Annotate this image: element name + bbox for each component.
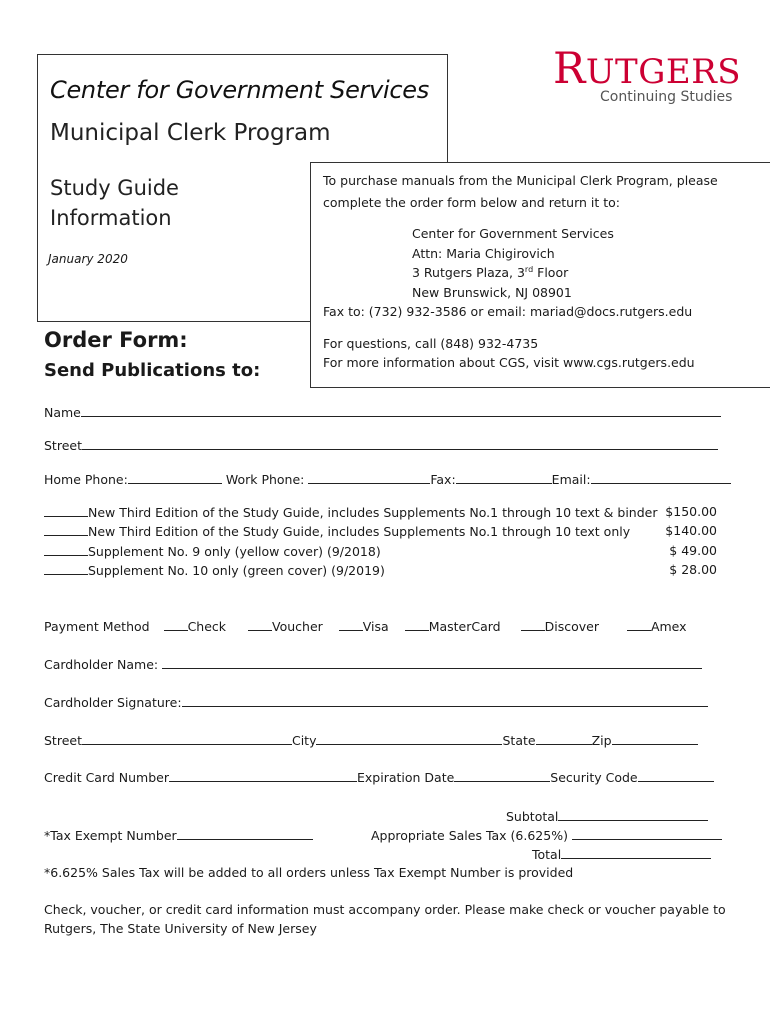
email-label: Email: — [551, 472, 591, 487]
product-row — [44, 562, 385, 578]
name-field[interactable] — [81, 404, 721, 417]
expiration-label: Expiration Date — [357, 770, 455, 785]
quantity-blank[interactable] — [44, 543, 88, 556]
study-guide-title: Study Guide Information — [50, 176, 179, 230]
street-row — [44, 437, 718, 453]
security-code-field[interactable] — [638, 769, 714, 782]
subtotal-field[interactable] — [558, 808, 708, 821]
billing-street-field[interactable] — [82, 732, 292, 745]
logo-initial: R — [553, 44, 586, 94]
quantity-blank[interactable] — [44, 523, 88, 536]
address-org: Center for Government Services — [412, 226, 614, 241]
product-description: Supplement No. 9 only (yellow cover) (9/2018) — [88, 544, 381, 559]
tax-note: *6.625% Sales Tax will be added to all orders unless Tax Exempt Number is provided — [44, 865, 574, 880]
email-field[interactable] — [591, 471, 731, 484]
work-phone-label: Work Phone: — [225, 472, 305, 487]
intro-line-1: To purchase manuals from the Municipal Clerk Program, please — [323, 173, 718, 188]
cc-number-label: Credit Card Number — [44, 770, 169, 785]
sales-tax-row — [371, 827, 722, 843]
cgs-title: Center for Government Services — [50, 76, 429, 104]
payment-method-label: Payment Method — [44, 619, 150, 634]
program-title: Municipal Clerk Program — [50, 120, 331, 146]
product-description: New Third Edition of the Study Guide, includes Supplements No.1 through 10 text & binder — [88, 505, 658, 520]
zip-field[interactable] — [612, 732, 698, 745]
send-publications-title: Send Publications to: — [44, 360, 261, 381]
intro-line-2: complete the order form below and return it to: — [323, 194, 621, 210]
cardholder-signature-label: Cardholder Signature: — [44, 695, 182, 710]
zip-label: Zip — [591, 733, 612, 748]
logo-subtitle: Continuing Studies — [600, 89, 733, 105]
address-city: New Brunswick, NJ 08901 — [412, 284, 572, 300]
product-row — [44, 543, 381, 559]
address-attn: Attn: Maria Chigirovich — [412, 245, 555, 261]
rutgers-logo — [553, 44, 741, 94]
tax-exempt-field[interactable] — [177, 827, 313, 840]
product-row — [44, 523, 630, 539]
tax-exempt-row — [44, 827, 313, 843]
home-phone-field[interactable] — [128, 471, 222, 484]
credit-card-row — [44, 769, 714, 785]
product-price: $140.00 — [665, 523, 717, 538]
quantity-blank[interactable] — [44, 562, 88, 575]
street-sup: rd — [524, 264, 534, 274]
cardholder-signature-row — [44, 694, 708, 710]
total-field[interactable] — [561, 846, 711, 859]
product-row — [44, 504, 658, 520]
billing-street-label: Street — [44, 733, 82, 748]
purchase-info-box — [310, 162, 770, 388]
cardholder-signature-field[interactable] — [182, 694, 708, 707]
product-description: Supplement No. 10 only (green cover) (9/2019) — [88, 563, 385, 578]
payment-option-check[interactable]: Check — [154, 618, 226, 634]
subtotal-label: Subtotal — [506, 809, 559, 824]
quantity-blank[interactable] — [44, 504, 88, 517]
product-description: New Third Edition of the Study Guide, includes Supplements No.1 through 10 text only — [88, 524, 631, 539]
name-row — [44, 404, 721, 420]
tax-exempt-label: *Tax Exempt Number — [44, 828, 177, 843]
questions-line: For questions, call (848) 932-4735 — [323, 335, 539, 351]
product-price: $ 28.00 — [669, 562, 717, 577]
state-label: State — [502, 733, 536, 748]
payment-option-discover[interactable]: Discover — [511, 618, 599, 634]
payment-option-mastercard[interactable]: MasterCard — [395, 618, 501, 634]
payment-note-line-1: Check, voucher, or credit card information must accompany order. Please make check or voucher payable to — [44, 902, 726, 917]
home-phone-label: Home Phone: — [44, 472, 128, 487]
date-label: January 2020 — [48, 252, 128, 266]
cc-number-field[interactable] — [169, 769, 357, 782]
sales-tax-field[interactable] — [572, 827, 722, 840]
total-label: Total — [532, 847, 562, 862]
payment-option-amex[interactable]: Amex — [617, 618, 687, 634]
cardholder-name-field[interactable] — [162, 656, 702, 669]
security-code-label: Security Code — [550, 770, 638, 785]
fax-label: Fax: — [430, 472, 456, 487]
subtotal-row — [506, 808, 708, 824]
cardholder-name-label: Cardholder Name: — [44, 657, 159, 672]
sales-tax-label: Appropriate Sales Tax (6.625%) — [371, 828, 568, 843]
address-street — [323, 263, 770, 283]
cardholder-name-row — [44, 656, 702, 672]
logo-rest: UTGERS — [585, 52, 742, 92]
product-price: $150.00 — [665, 504, 717, 519]
city-label: City — [291, 733, 317, 748]
payment-option-visa[interactable]: Visa — [329, 618, 389, 634]
street-field[interactable] — [82, 437, 718, 450]
street-post: Floor — [533, 265, 569, 280]
product-price: $ 49.00 — [669, 543, 717, 558]
street-label: Street — [44, 438, 82, 453]
fax-email-line: Fax to: (732) 932-3586 or email: mariad@docs.rutgers.edu — [323, 304, 693, 319]
billing-address-row — [44, 732, 698, 748]
payment-method-row — [44, 618, 687, 634]
name-label: Name — [44, 405, 81, 420]
order-form-title: Order Form: — [44, 328, 188, 352]
payment-note-line-2: Rutgers, The State University of New Jersey — [44, 921, 317, 936]
state-field[interactable] — [536, 732, 592, 745]
street-pre: 3 Rutgers Plaza, 3 — [412, 265, 525, 280]
city-field[interactable] — [316, 732, 502, 745]
total-row — [532, 846, 711, 862]
payment-option-voucher[interactable]: Voucher — [238, 618, 323, 634]
work-phone-field[interactable] — [308, 471, 430, 484]
more-info-line: For more information about CGS, visit www.cgs.rutgers.edu — [323, 355, 695, 370]
fax-field[interactable] — [456, 471, 552, 484]
phone-row — [44, 471, 731, 487]
expiration-field[interactable] — [454, 769, 550, 782]
